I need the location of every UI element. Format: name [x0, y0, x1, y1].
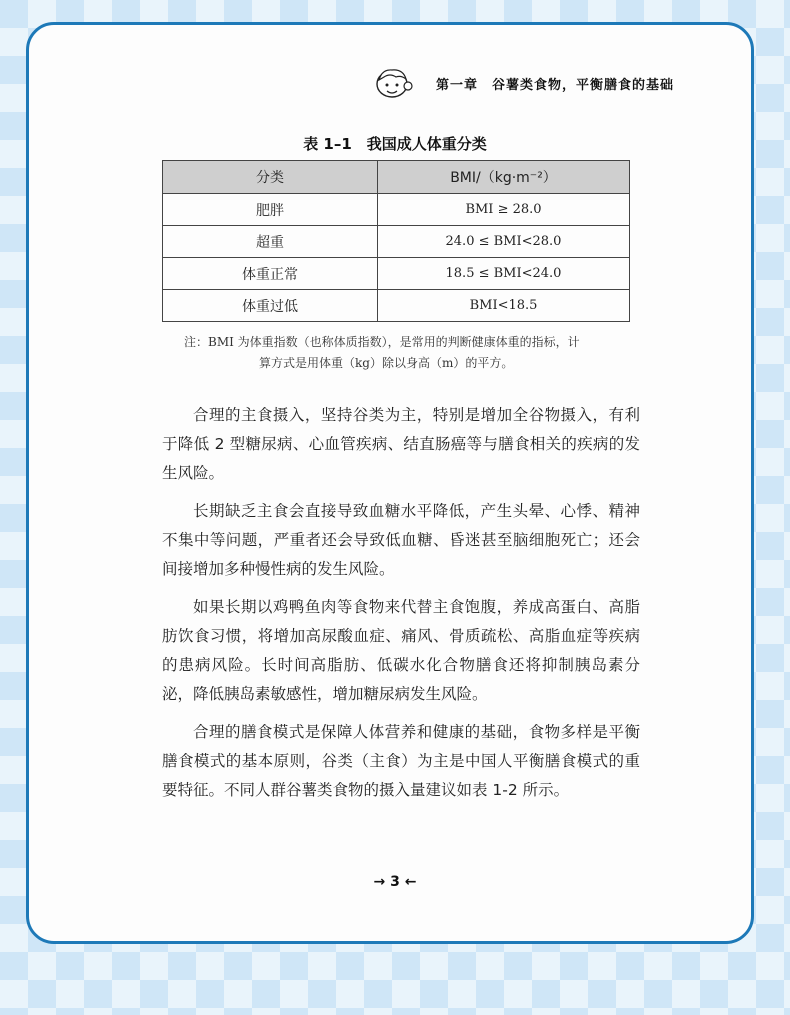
- bmi-cell: 18.5 ≤ BMI<24.0: [378, 258, 630, 290]
- bmi-cell: BMI<18.5: [378, 290, 630, 322]
- table-note: [184, 332, 624, 374]
- note-line: 注：BMI 为体重指数（也称体质指数），是常用的判断健康体重的指标，计: [184, 335, 580, 349]
- body-text: [162, 401, 640, 814]
- table-title: 表 1–1 我国成人体重分类: [303, 135, 487, 153]
- chapter-title: 第一章 谷薯类食物，平衡膳食的基础: [435, 78, 674, 93]
- running-header: [374, 64, 674, 104]
- paragraph: 如果长期以鸡鸭鱼肉等食物来代替主食饱腹，养成高蛋白、高脂肪饮食习惯，将增加高尿酸血症、痛风、骨质疏松、高脂血症等疾病的患病风险。长时间高脂肪、低碳水化合物膳食还将抑制胰岛素分泌，降低胰岛素敏感性，增加糖尿病发生风险。: [162, 598, 640, 703]
- table-header-row: [163, 161, 630, 194]
- table-row: [163, 226, 630, 258]
- paragraph: 长期缺乏主食会直接导致血糖水平降低，产生头晕、心悸、精神不集中等问题，严重者还会导致低血糖、昏迷甚至脑细胞死亡；还会间接增加多种慢性病的发生风险。: [162, 502, 640, 578]
- column-header-category: 分类: [163, 161, 378, 194]
- bmi-cell: BMI ≥ 28.0: [378, 194, 630, 226]
- table-row: [163, 194, 630, 226]
- page-number: → 3 ←: [373, 874, 417, 890]
- category-cell: 超重: [163, 226, 378, 258]
- category-cell: 体重过低: [163, 290, 378, 322]
- note-line: 算方式是用体重（kg）除以身高（m）的平方。: [259, 356, 514, 370]
- category-cell: 体重正常: [163, 258, 378, 290]
- bmi-table: [162, 160, 630, 322]
- column-header-bmi: BMI/（kg·m⁻²）: [378, 161, 630, 194]
- table-row: [163, 258, 630, 290]
- bmi-cell: 24.0 ≤ BMI<28.0: [378, 226, 630, 258]
- paragraph: 合理的膳食模式是保障人体营养和健康的基础，食物多样是平衡膳食模式的基本原则，谷类（主食）为主是中国人平衡膳食模式的重要特征。不同人群谷薯类食物的摄入量建议如表 1-2 所示。: [162, 723, 640, 799]
- category-cell: 肥胖: [163, 194, 378, 226]
- table-row: [163, 290, 630, 322]
- cartoon-face-icon: [374, 64, 414, 104]
- paragraph: 合理的主食摄入，坚持谷类为主，特别是增加全谷物摄入，有利于降低 2 型糖尿病、心血管疾病、结直肠癌等与膳食相关的疾病的发生风险。: [162, 406, 640, 482]
